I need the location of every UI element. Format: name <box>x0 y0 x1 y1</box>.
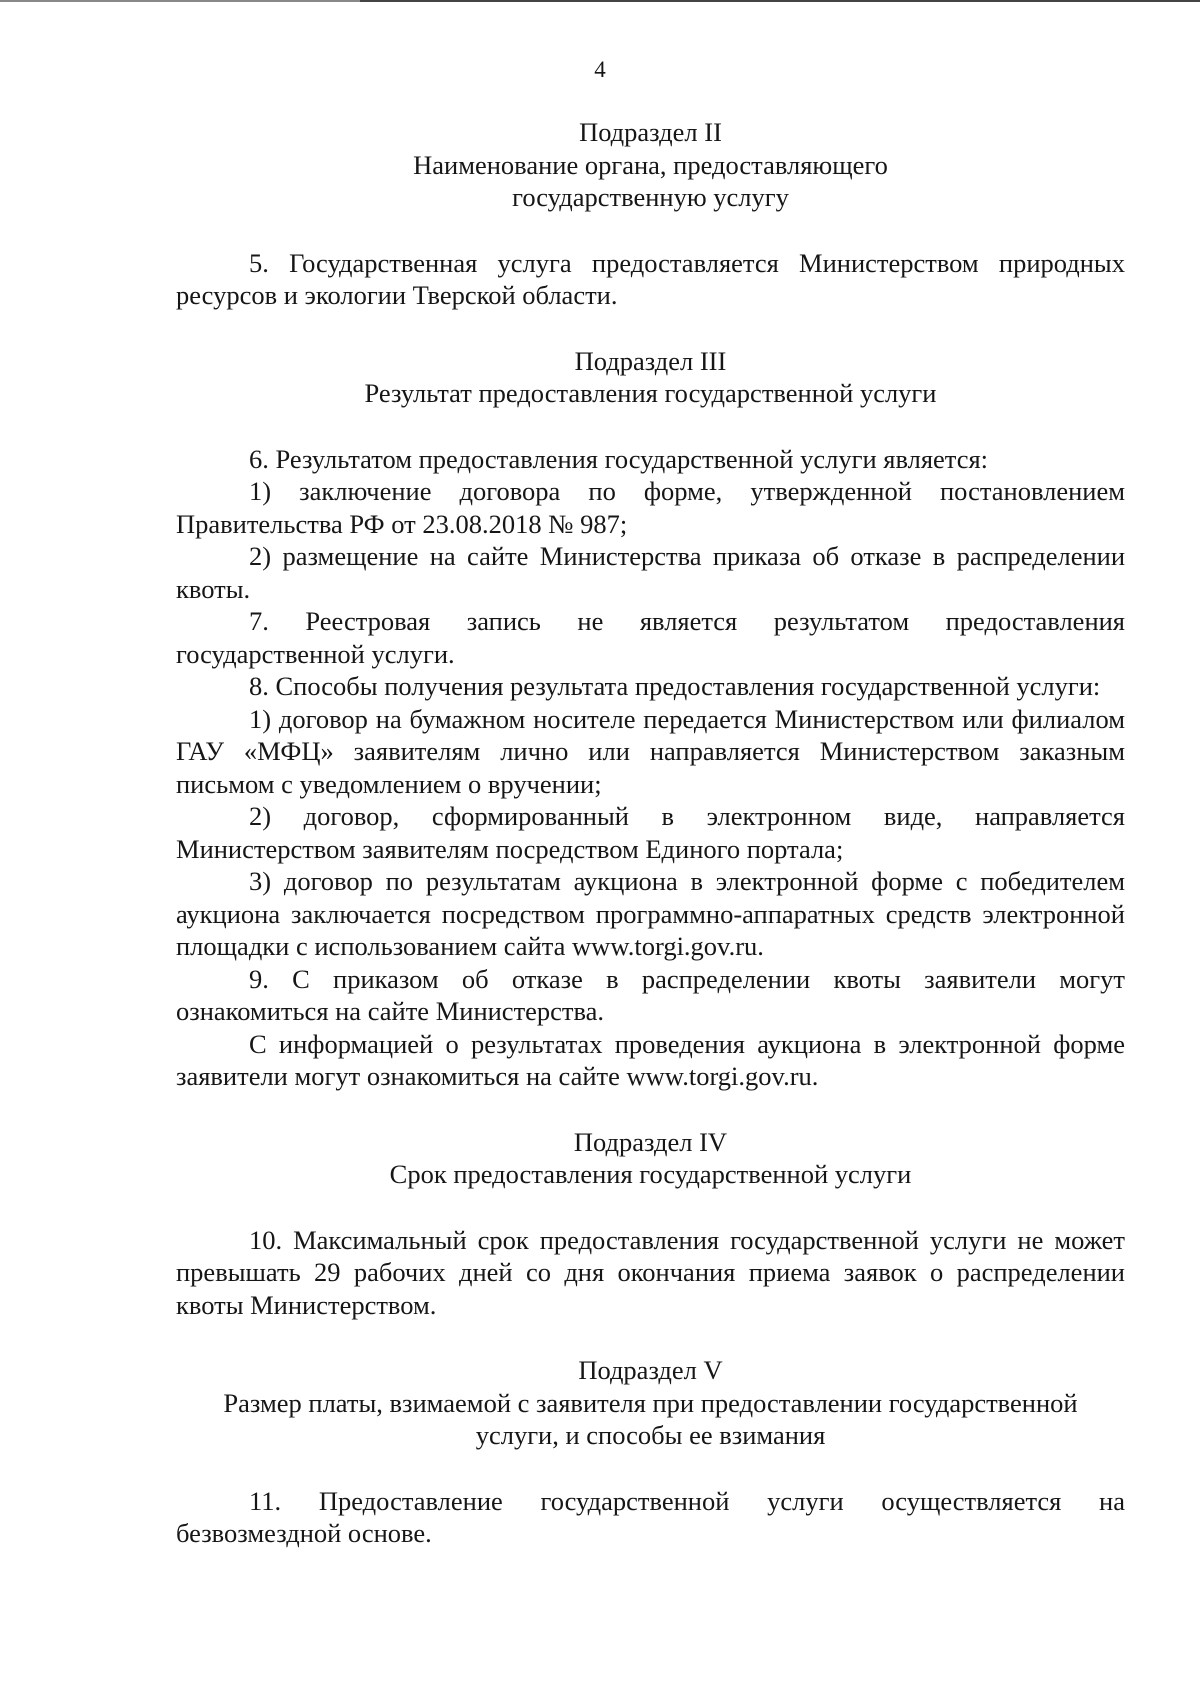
paragraph-8-item-3: 3) договор по результатам аукциона в электронной форме с победителем аукциона заключается посредством программно-аппаратных средств электронной площадки с использованием сайта www.torgi.gov.ru. <box>176 866 1125 961</box>
subsection-2-title-line: государственную услугу <box>512 182 789 212</box>
paragraph-5: 5. Государственная услуга предоставляется Министерством природных ресурсов и экологии Тверской области. <box>176 247 1125 310</box>
subsection-2-heading: Подраздел II <box>579 117 722 147</box>
paragraph-9: 9. С приказом об отказе в распределении квоты заявители могут ознакомиться на сайте Министерства. <box>176 963 1125 1026</box>
paragraph-6: 6. Результатом предоставления государственной услуги является: <box>249 443 989 474</box>
paragraph-8-item-2: 2) договор, сформированный в электронном виде, направляется Министерством заявителям посредством Единого портала; <box>176 801 1125 864</box>
subsection-5-title-line: Размер платы, взимаемой с заявителя при предоставлении государственной <box>223 1387 1078 1418</box>
subsection-3-title-line: Результат предоставления государственной услуги <box>364 378 937 408</box>
paragraph-8: 8. Способы получения результата предоставления государственной услуги: <box>249 671 1101 701</box>
paragraph-6-item-2: 2) размещение на сайте Министерства приказа об отказе в распределении квоты. <box>176 541 1125 604</box>
document-body <box>176 116 1125 1550</box>
subsection-4-title-line: Срок предоставления государственной услуги <box>389 1159 912 1189</box>
subsection-3-heading: Подраздел III <box>574 345 727 376</box>
paragraph-7: 7. Реестровая запись не является результатом предоставления государственной услуги. <box>176 606 1125 669</box>
paragraph-8-item-1: 1) договор на бумажном носителе передается Министерством или филиалом ГАУ «МФЦ» заявителям лично или направляется Министерством заказным письмом с уведомлением о вручении; <box>176 703 1125 799</box>
paragraph-9-continued: С информацией о результатах проведения аукциона в электронной форме заявители могут ознакомиться на сайте www.torgi.gov.ru. <box>176 1028 1125 1091</box>
subsection-5-header <box>176 1354 1125 1452</box>
scan-top-edge <box>0 0 1200 2</box>
subsection-3-header <box>176 345 1125 410</box>
subsection-4-header <box>176 1126 1125 1191</box>
page-number: 4 <box>594 57 606 82</box>
paragraph-11: 11. Предоставление государственной услуги осуществляется на безвозмездной основе. <box>176 1485 1125 1548</box>
subsection-4-heading: Подраздел IV <box>573 1126 728 1157</box>
subsection-2-header <box>176 116 1125 214</box>
paragraph-10: 10. Максимальный срок предоставления государственной услуги не может превышать 29 рабочих дней со дня окончания приема заявок о распределении квоты Министерством. <box>176 1224 1125 1320</box>
paragraph-6-item-1: 1) заключение договора по форме, утвержденной постановлением Правительства РФ от 23.08.2018 № 987; <box>176 476 1125 539</box>
subsection-5-title-line: услуги, и способы ее взимания <box>475 1420 826 1450</box>
subsection-2-title-line: Наименование органа, предоставляющего <box>413 149 888 180</box>
subsection-5-heading: Подраздел V <box>578 1355 723 1385</box>
